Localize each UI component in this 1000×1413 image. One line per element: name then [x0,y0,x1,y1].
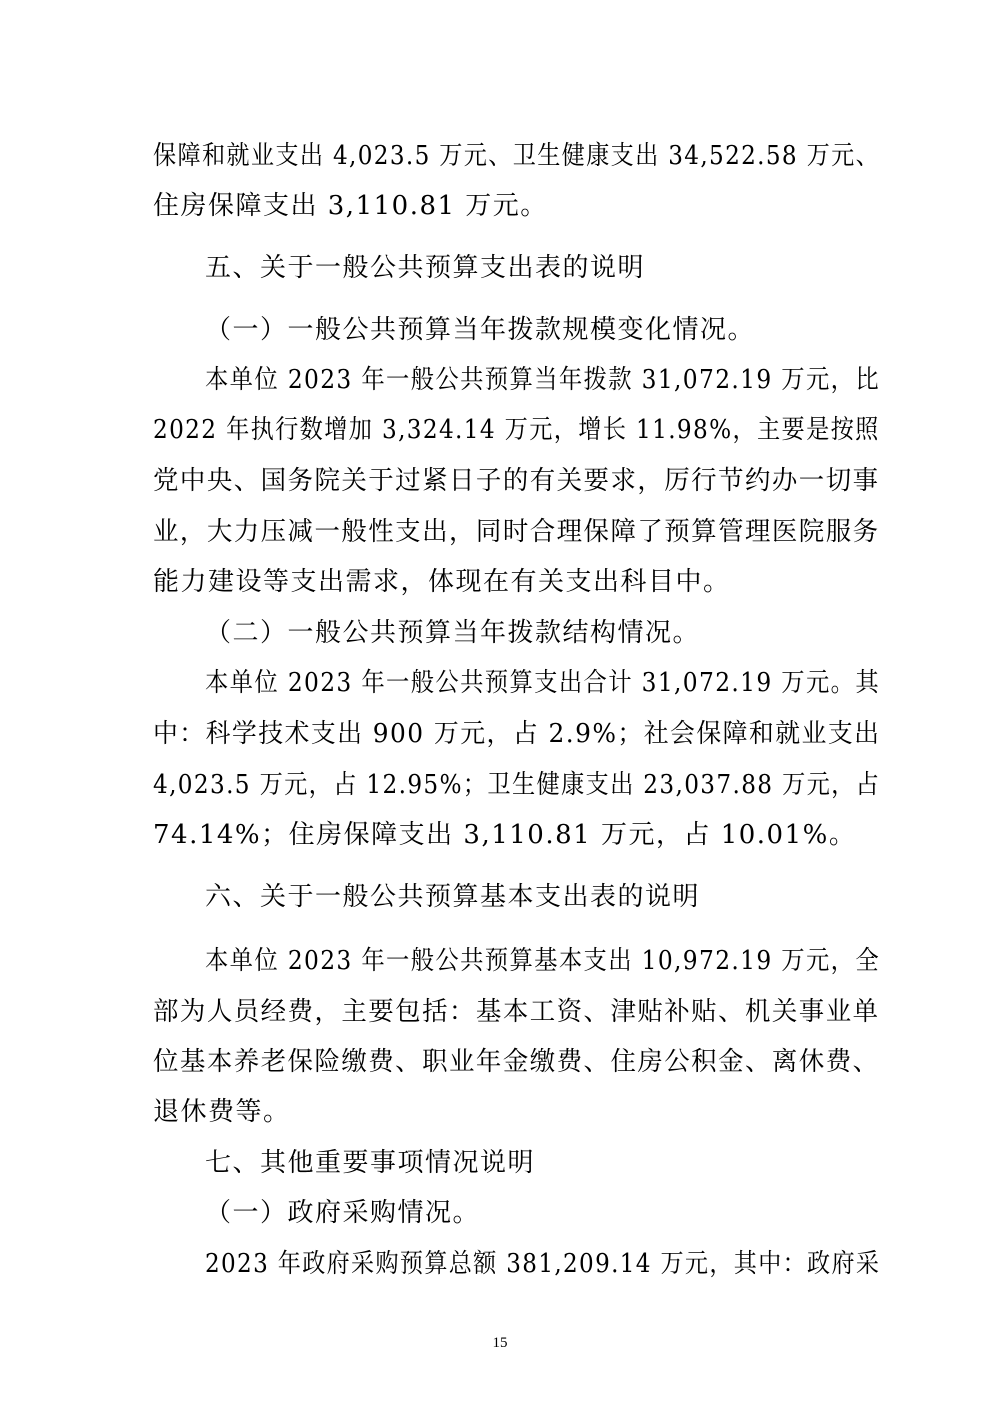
body-text-line: 2023 年政府采购预算总额 381,209.14 万元，其中：政府采 [205,1249,881,1279]
section-heading-6: 六、关于一般公共预算基本支出表的说明 [205,882,701,912]
body-text-line: 4,023.5 万元，占 12.95%；卫生健康支出 23,037.88 万元，占 [153,770,881,800]
body-text-line: 本单位 2023 年一般公共预算基本支出 10,972.19 万元，全 [205,946,881,976]
body-text-line: 业，大力压减一般性支出，同时合理保障了预算管理医院服务 [153,517,880,547]
body-text-line: 2022 年执行数增加 3,324.14 万元，增长 11.98%，主要是按照 [153,415,880,445]
body-text-line: 住房保障支出 3,110.81 万元。 [153,191,548,221]
body-text-line: 位基本养老保险缴费、职业年金缴费、住房公积金、离休费、 [153,1047,880,1077]
subsection-heading: （一）一般公共预算当年拨款规模变化情况。 [205,315,756,345]
section-heading-5: 五、关于一般公共预算支出表的说明 [205,253,646,283]
body-text-line: 保障和就业支出 4,023.5 万元、卫生健康支出 34,522.58 万元、 [153,141,881,171]
body-text-line: 本单位 2023 年一般公共预算当年拨款 31,072.19 万元，比 [205,365,881,395]
body-text-line: 本单位 2023 年一般公共预算支出合计 31,072.19 万元。其 [205,668,881,698]
body-text-line: 党中央、国务院关于过紧日子的有关要求，厉行节约办一切事 [153,466,880,496]
page-number: 15 [492,1335,508,1351]
body-text-line: 74.14%；住房保障支出 3,110.81 万元，占 10.01%。 [153,820,857,850]
subsection-heading: （一）政府采购情况。 [205,1198,481,1228]
body-text-line: 退休费等。 [153,1097,291,1127]
subsection-heading: （二）一般公共预算当年拨款结构情况。 [205,618,701,648]
body-text-line: 能力建设等支出需求，体现在有关支出科目中。 [153,567,731,597]
body-text-line: 部为人员经费，主要包括：基本工资、津贴补贴、机关事业单 [153,997,880,1027]
section-heading-7: 七、其他重要事项情况说明 [205,1148,536,1178]
body-text-line: 中：科学技术支出 900 万元，占 2.9%；社会保障和就业支出 [153,719,881,749]
